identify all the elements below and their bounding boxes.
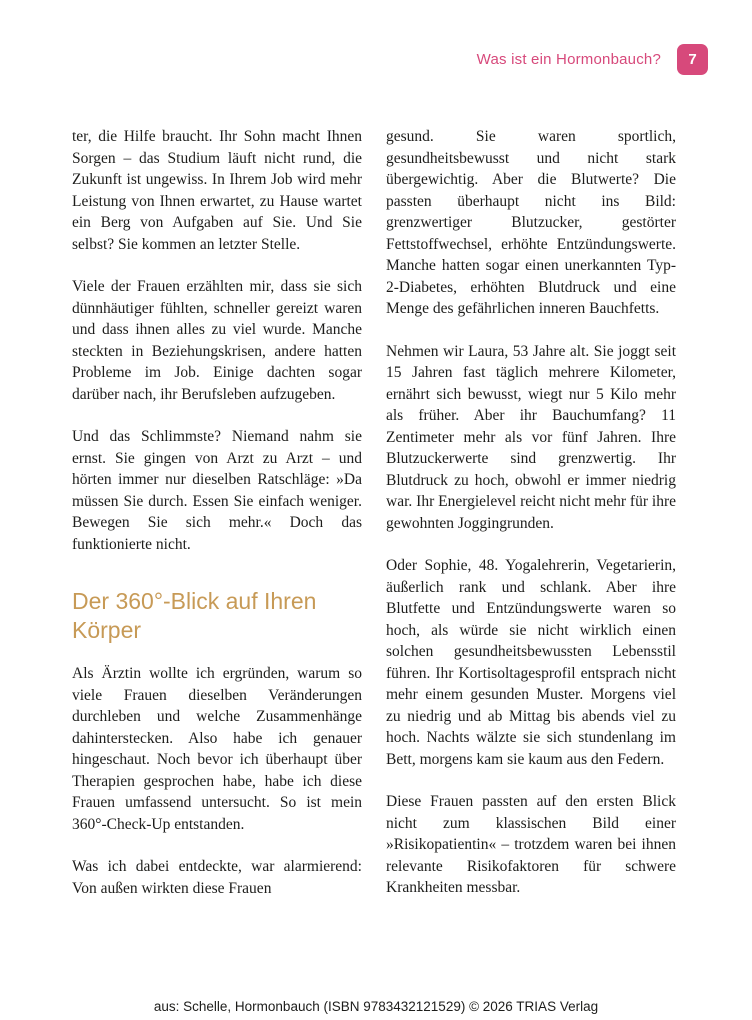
text-columns <box>72 126 676 920</box>
running-header-title: Was ist ein Hormonbauch? <box>476 51 661 68</box>
left-column <box>72 126 362 920</box>
page-header <box>72 44 708 75</box>
body-paragraph: Oder Sophie, 48. Yogalehrerin, Vegetarierin, äußerlich rank und schlank. Aber ihre Blutfette und Entzündungswerte waren so hoch, als würde sie nicht wirklich einen solchen gesundheitsbewussten Lebensstil führen. Ihr Kortisoltagesprofil entsprach nicht mehr einem gesunden Muster. Morgens viel zu niedrig und ab Mittag bis abends viel zu hoch. Nachts wälzte sie sich stundenlang im Bett, morgens kam sie kaum aus den Federn. <box>386 557 676 768</box>
imprint-line: aus: Schelle, Hormonbauch (ISBN 9783432121529) © 2026 TRIAS Verlag <box>153 999 599 1014</box>
body-paragraph: Nehmen wir Laura, 53 Jahre alt. Sie joggt seit 15 Jahren fast täglich mehrere Kilometer, ernährt sich bewusst, wiegt nur 5 Kilo mehr als früher. Aber ihr Bauchumfang? 11 Zentimeter mehr als vor fünf Jahren. Ihre Blutzuckerwerte sind grenzwertig. Ihr Blutdruck zu hoch, obwohl er immer niedrig war. Ihr Energielevel reicht nicht mehr für ihre gewohnten Joggingrunden. <box>386 342 676 532</box>
body-paragraph: Was ich dabei entdeckte, war alarmierend: Von außen wirkten diese Frauen <box>72 858 362 897</box>
page-number-badge: 7 <box>677 44 708 75</box>
body-paragraph: ter, die Hilfe braucht. Ihr Sohn macht Ihnen Sorgen – das Studium läuft nicht rund, die Zukunft ist ungewiss. In Ihrem Job wird mehr Leistung von Ihnen erwartet, zu Hause wartet ein Berg von Aufgaben auf Sie. Und Sie selbst? Sie kommen an letzter Stelle. <box>72 128 362 253</box>
body-paragraph: Als Ärztin wollte ich ergründen, warum so viele Frauen dieselben Veränderungen durchleben und welche Zusammenhänge dahinterstecken. Also habe ich genauer hingeschaut. Noch bevor ich überhaupt über Therapien gesprochen habe, habe ich diese Frauen umfassend untersucht. So ist mein 360°-Check-Up entstanden. <box>72 665 362 833</box>
body-paragraph: gesund. Sie waren sportlich, gesundheitsbewusst und nicht stark übergewichtig. Aber die Blutwerte? Die passten überhaupt nicht ins Bild: grenzwertiger Blutzucker, gestörter Fettstoffwechsel, erhöhte Entzündungswerte. Manche hatten sogar einen unerkannten Typ-2-Diabetes, erhöhten Blutdruck und eine Menge des gefährlichen inneren Bauchfetts. <box>386 128 676 317</box>
section-heading: Der 360°-Blick auf Ihren Körper <box>72 588 317 643</box>
body-paragraph: Diese Frauen passten auf den ersten Blick nicht zum klassischen Bild einer »Risikopatientin« – trotzdem waren bei ihnen relevante Risikofaktoren für schwere Krankheiten messbar. <box>386 793 676 896</box>
page-footer <box>0 999 752 1014</box>
body-paragraph: Und das Schlimmste? Niemand nahm sie ernst. Sie gingen von Arzt zu Arzt – und hörten immer nur dieselben Ratschläge: »Da müssen Sie durch. Essen Sie einfach weniger. Bewegen Sie sich mehr.« Doch das funktionierte nicht. <box>72 428 362 553</box>
body-paragraph: Viele der Frauen erzählten mir, dass sie sich dünnhäutiger fühlten, schneller gereizt waren und dass ihnen alles zu viel wurde. Manche steckten in Beziehungskrisen, andere hatten Probleme im Job. Einige dachten sogar darüber nach, ihr Berufsleben aufzugeben. <box>72 278 362 403</box>
right-column <box>386 126 676 920</box>
